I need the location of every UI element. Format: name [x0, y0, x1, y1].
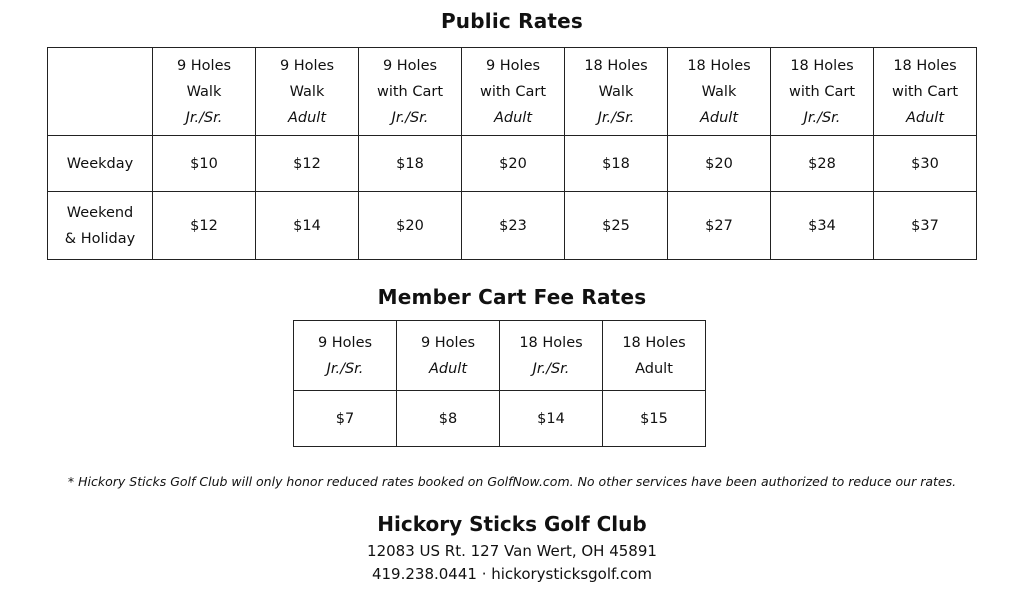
column-header: 9 Holes Adult	[397, 321, 500, 391]
column-header: 18 Holes Walk Adult	[668, 48, 771, 136]
public-rates-table	[47, 47, 977, 260]
club-name: Hickory Sticks Golf Club	[377, 512, 647, 536]
table-row	[48, 136, 977, 192]
table-row	[48, 192, 977, 260]
rate-cell: $34	[771, 192, 874, 260]
column-header: 18 Holes Walk Jr./Sr.	[565, 48, 668, 136]
booking-note: * Hickory Sticks Golf Club will only honor reduced rates booked on GolfNow.com. No other services have been authorized to reduce our rates.	[67, 474, 957, 489]
column-header: 9 Holes with Cart Adult	[462, 48, 565, 136]
column-header: 18 Holes with Cart Jr./Sr.	[771, 48, 874, 136]
rate-cell: $15	[603, 391, 706, 447]
column-header: 9 Holes with Cart Jr./Sr.	[359, 48, 462, 136]
row-label: Weekend & Holiday	[48, 192, 153, 260]
column-header: 18 Holes with Cart Adult	[874, 48, 977, 136]
column-header: 18 Holes Adult	[603, 321, 706, 391]
rate-cell: $20	[668, 136, 771, 192]
column-header: 9 Holes Walk Jr./Sr.	[153, 48, 256, 136]
rate-cell: $20	[462, 136, 565, 192]
rate-cell: $27	[668, 192, 771, 260]
table-row	[294, 391, 706, 447]
column-header: 18 Holes Jr./Sr.	[500, 321, 603, 391]
row-label: Weekday	[48, 136, 153, 192]
rate-cell: $23	[462, 192, 565, 260]
club-address: 12083 US Rt. 127 Van Wert, OH 45891	[367, 542, 657, 560]
rate-cell: $18	[565, 136, 668, 192]
public-rates-title: Public Rates	[440, 9, 584, 33]
member-rates-table	[293, 320, 706, 447]
rate-cell: $25	[565, 192, 668, 260]
rate-cell: $7	[294, 391, 397, 447]
rate-cell: $14	[500, 391, 603, 447]
rate-cell: $14	[256, 192, 359, 260]
rate-cell: $8	[397, 391, 500, 447]
member-rates-title: Member Cart Fee Rates	[377, 285, 647, 309]
rate-cell: $30	[874, 136, 977, 192]
rate-cell: $37	[874, 192, 977, 260]
club-contact: 419.238.0441 · hickorysticksgolf.com	[371, 565, 653, 583]
column-header: 9 Holes Jr./Sr.	[294, 321, 397, 391]
rate-cell: $18	[359, 136, 462, 192]
column-header: 9 Holes Walk Adult	[256, 48, 359, 136]
table-header-row	[48, 48, 977, 136]
rate-cell: $12	[256, 136, 359, 192]
rate-cell: $20	[359, 192, 462, 260]
rate-cell: $28	[771, 136, 874, 192]
table-header-row	[294, 321, 706, 391]
corner-cell	[48, 48, 153, 136]
rate-cell: $10	[153, 136, 256, 192]
rate-cell: $12	[153, 192, 256, 260]
